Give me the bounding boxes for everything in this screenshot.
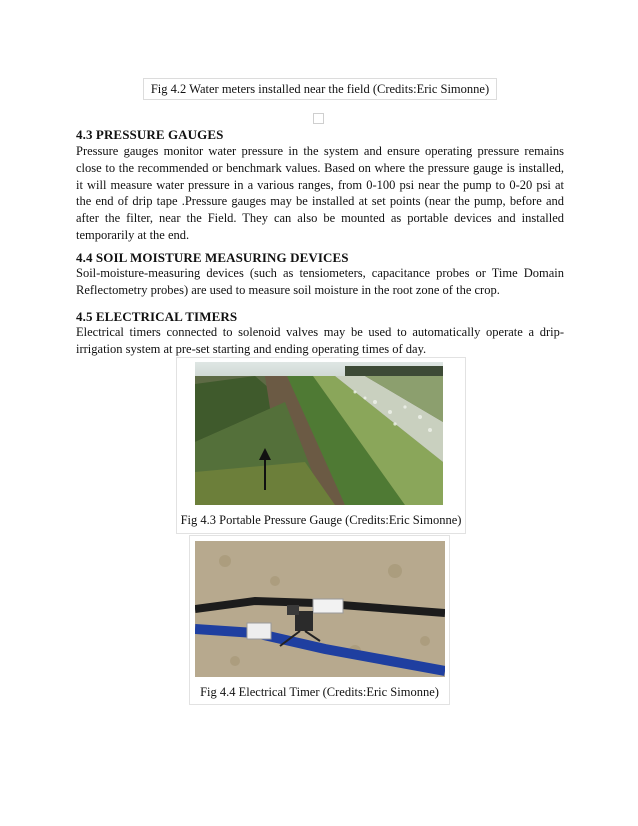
section-4-3-heading: 4.3 PRESSURE GAUGES bbox=[76, 127, 224, 142]
figure-4-4-caption: Fig 4.4 Electrical Timer (Credits:Eric Simonne) bbox=[200, 685, 439, 699]
figure-4-2-caption-text: Fig 4.2 Water meters installed near the field (Credits:Eric Simonne) bbox=[150, 81, 490, 96]
section-4-3-paragraph: Pressure gauges monitor water pressure in the system and ensure operating pressure remains close to the recommended or benchmark values. Based on where the pressure gauge is installed, it will measure water pressure in a various ranges, from 0-100 psi near the pump to 0-20 psi at the end of drip tape .Pressure gauges may be installed at set points (near the pump, before and after the filter, near the Field. They can also be mounted as portable devices and installed temporarily at the end. bbox=[76, 144, 564, 242]
section-4-4-heading: 4.4 SOIL MOISTURE MEASURING DEVICES bbox=[76, 250, 349, 265]
section-4-5-paragraph: Electrical timers connected to solenoid valves may be used to automatically operate a drip-irrigation system at pre-set starting and ending operating times of day. bbox=[76, 325, 564, 356]
figure-4-3 bbox=[176, 357, 466, 534]
figure-4-2-caption bbox=[143, 78, 497, 100]
figure-4-3-caption: Fig 4.3 Portable Pressure Gauge (Credits:Eric Simonne) bbox=[180, 513, 462, 527]
image-placeholder-icon bbox=[313, 113, 324, 124]
figure-4-4 bbox=[189, 535, 450, 705]
pressure-gauge-field-photo bbox=[195, 362, 443, 505]
section-4-5-heading: 4.5 ELECTRICAL TIMERS bbox=[76, 309, 238, 324]
section-4-4-paragraph: Soil-moisture-measuring devices (such as tensiometers, capacitance probes or Time Domain Reflectometry probes) are used to measure soil moisture in the root zone of the crop. bbox=[76, 266, 564, 297]
electrical-timer-photo bbox=[195, 541, 445, 677]
